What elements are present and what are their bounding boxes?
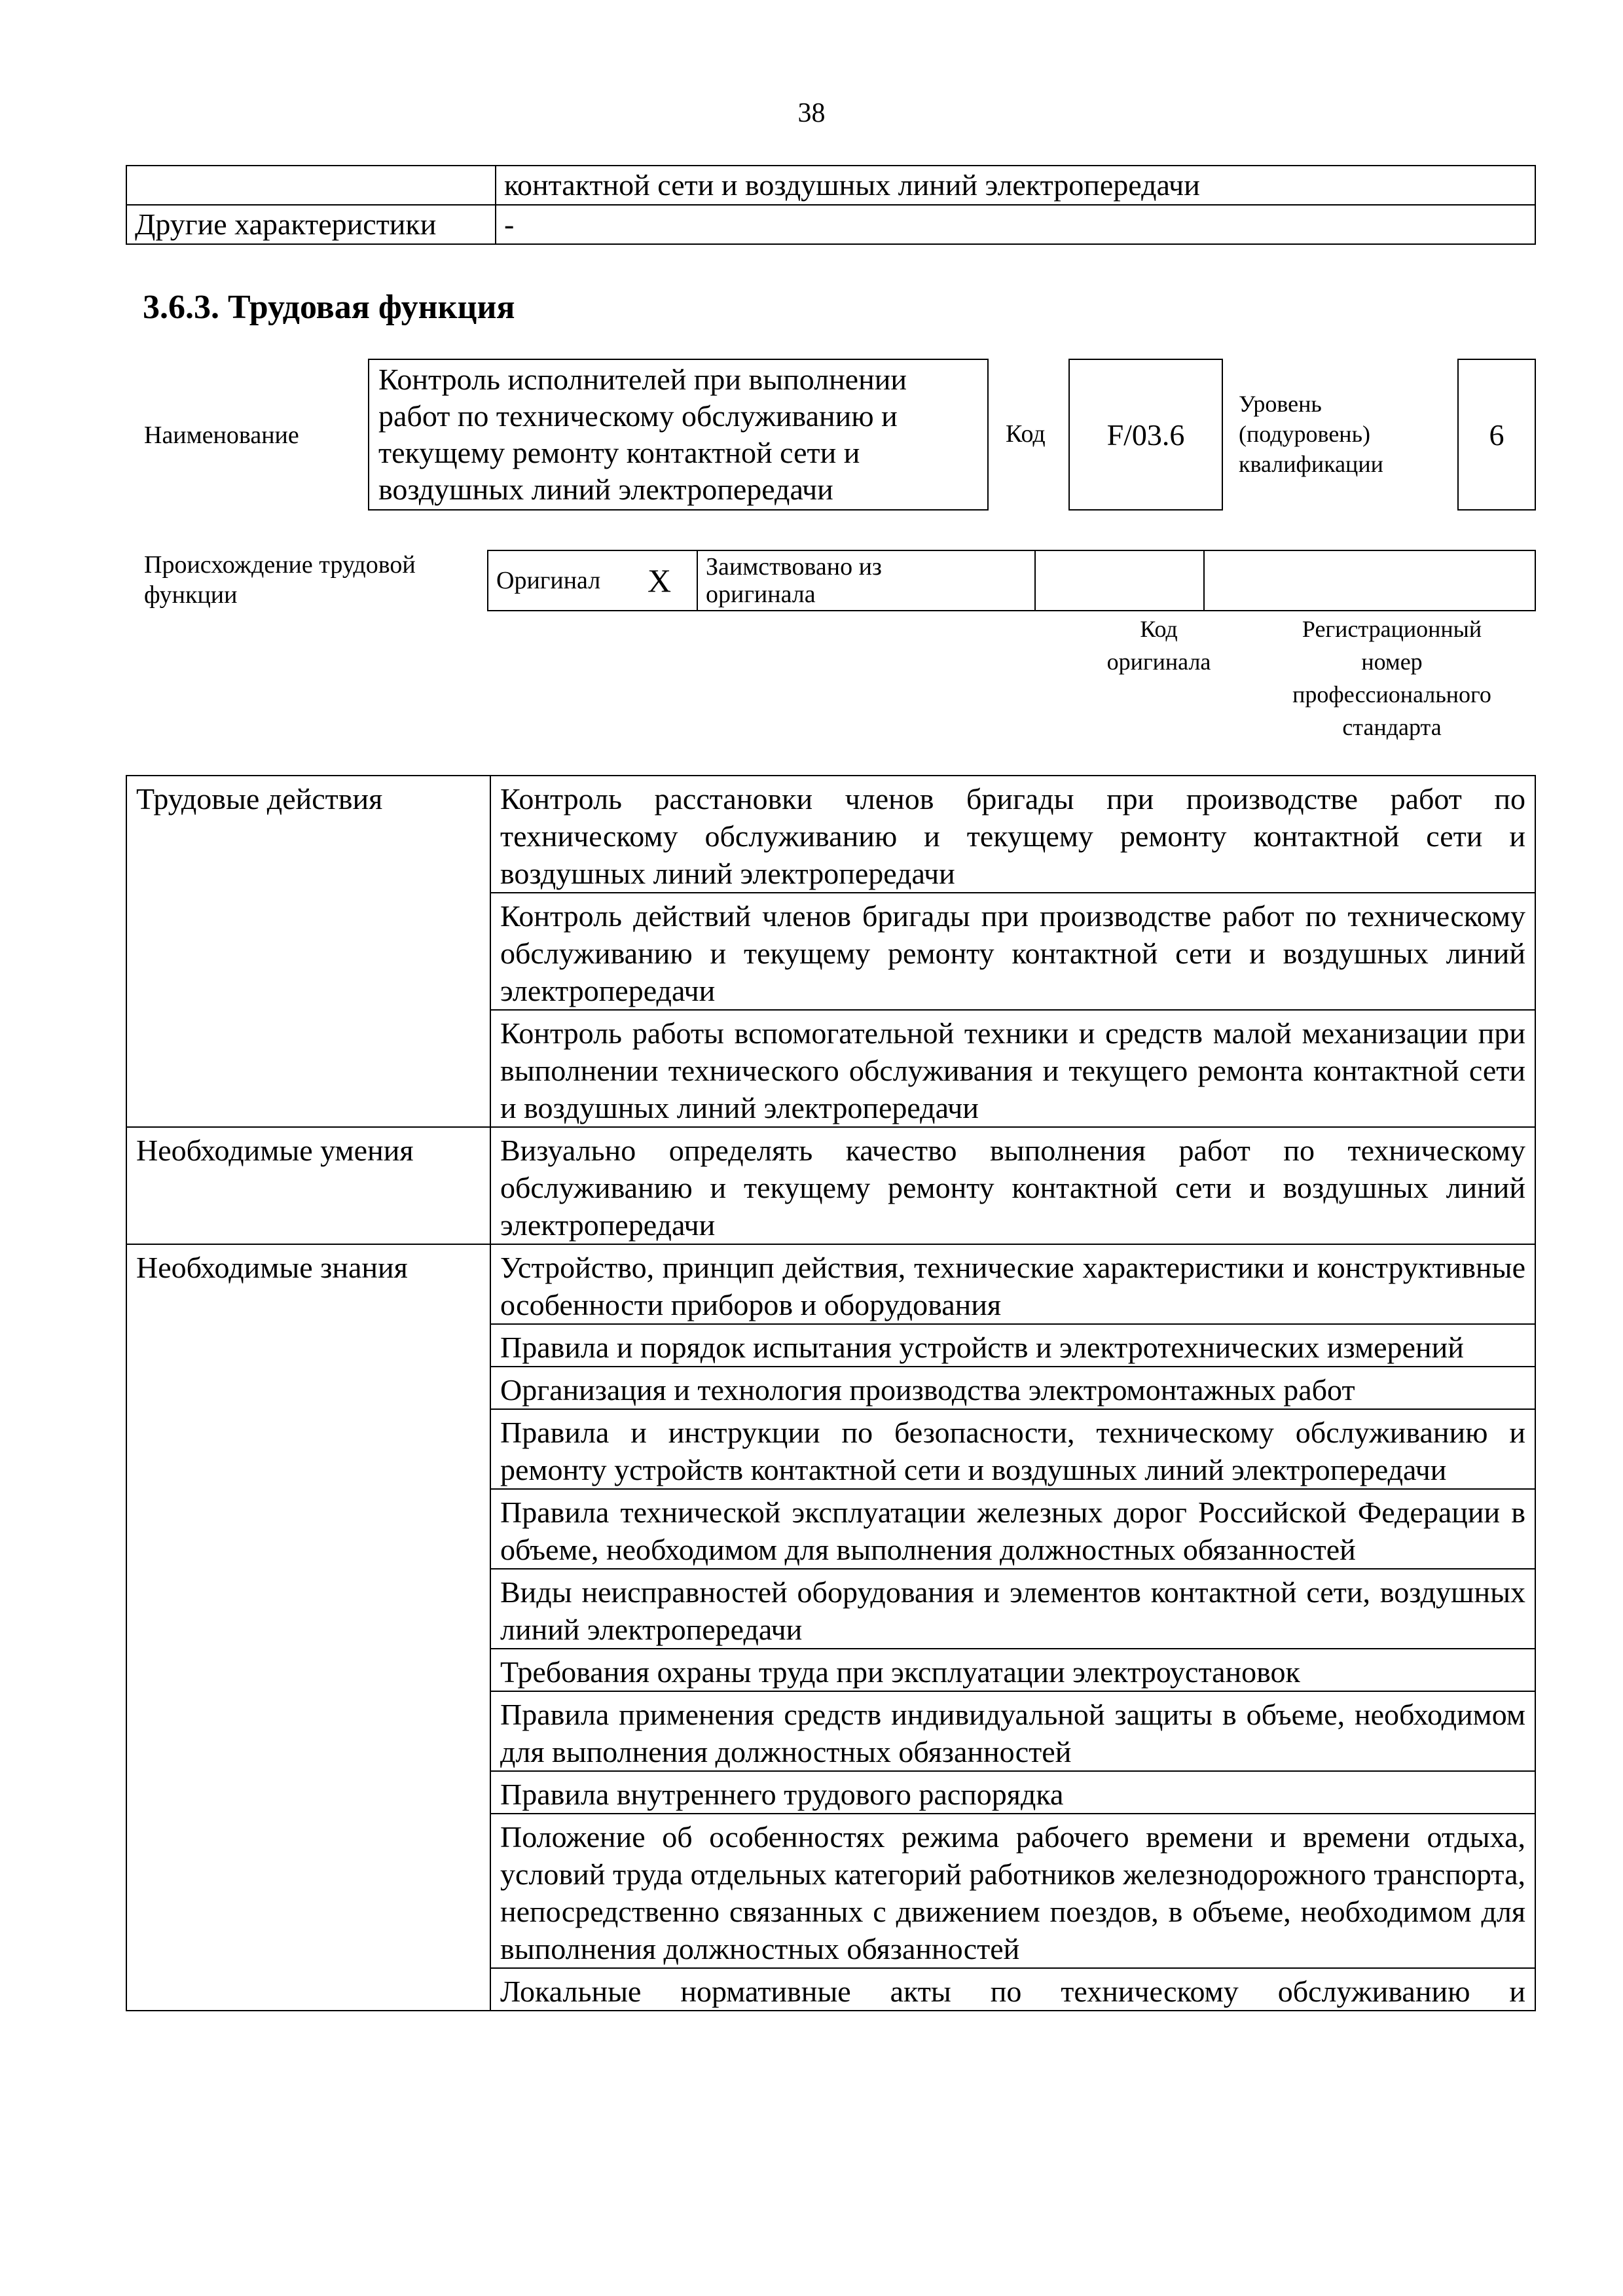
labor-function-table	[126, 775, 1536, 2011]
labor-action-item: Контроль расстановки членов бригады при производстве работ по техническому обслуживанию и текущему ремонту контактной сети и воздушных линий электропередачи	[490, 776, 1535, 893]
level-label-line: Уровень	[1239, 391, 1322, 417]
required-knowledge-item: Локальные нормативные акты по техническому обслуживанию и	[490, 1968, 1535, 2011]
required-knowledge-label: Необходимые знания	[126, 1244, 490, 2011]
required-knowledge-item: Виды неисправностей оборудования и элементов контактной сети, воздушных линий электропередачи	[490, 1569, 1535, 1649]
caption-line: профессионального	[1292, 681, 1491, 708]
required-knowledge-item: Устройство, принцип действия, технические характеристики и конструктивные особенности приборов и оборудования	[490, 1244, 1535, 1324]
registration-number-cell	[1204, 550, 1535, 611]
required-knowledge-item: Правила и порядок испытания устройств и электротехнических измерений	[490, 1324, 1535, 1367]
other-characteristics-table	[126, 165, 1536, 245]
table-cell-empty	[126, 166, 496, 205]
borrowed-label-line: оригинала	[706, 581, 816, 608]
table-row	[126, 1244, 1535, 1324]
required-skills-label: Необходимые умения	[126, 1127, 490, 1244]
caption-line: стандарта	[1342, 714, 1442, 740]
labor-action-item: Контроль действий членов бригады при производстве работ по техническому обслуживанию и текущему ремонту контактной сети и воздушных линий электропередачи	[490, 893, 1535, 1010]
borrowed-label	[697, 550, 1035, 611]
function-code-value	[1068, 359, 1223, 511]
original-label: Оригинал	[488, 550, 622, 611]
origin-table	[487, 550, 1536, 611]
level-label-line: (подуровень)	[1239, 421, 1370, 447]
name-label: Наименование	[144, 422, 299, 449]
caption-line: номер	[1361, 649, 1423, 675]
labor-action-item: Контроль работы вспомогательной техники и средств малой механизации при выполнении технического обслуживания и текущего ремонта контактной сети и воздушных линий электропередачи	[490, 1010, 1535, 1127]
other-characteristics-value: -	[496, 205, 1535, 244]
required-knowledge-item: Правила применения средств индивидуальной защиты в объеме, необходимом для выполнения должностных обязанностей	[490, 1691, 1535, 1771]
other-characteristics-label: Другие характеристики	[126, 205, 496, 244]
required-knowledge-item: Правила и инструкции по безопасности, техническому обслуживанию и ремонту устройств контактной сети и воздушных линий электропередачи	[490, 1409, 1535, 1489]
required-knowledge-item: Организация и технология производства электромонтажных работ	[490, 1367, 1535, 1409]
caption-line: Код	[1140, 616, 1178, 642]
required-skill-item: Визуально определять качество выполнения работ по техническому обслуживанию и текущему ремонту контактной сети и воздушных линий электропередачи	[490, 1127, 1535, 1244]
borrowed-label-line: Заимствовано из	[706, 553, 882, 581]
table-row	[126, 1127, 1535, 1244]
qualification-level-value	[1457, 359, 1536, 511]
required-knowledge-item: Правила технической эксплуатации железных дорог Российской Федерации в объеме, необходимом для выполнения должностных обязанностей	[490, 1489, 1535, 1569]
qualification-level-text: 6	[1489, 418, 1504, 452]
function-code-text: F/03.6	[1106, 418, 1185, 452]
caption-line: оригинала	[1106, 649, 1211, 675]
function-name-value: Контроль исполнителей при выполнении работ по техническому обслуживанию и текущему ремонту контактной сети и воздушных линий электропередачи	[368, 359, 989, 511]
table-row	[126, 205, 1535, 244]
level-label-line: квалификации	[1239, 451, 1383, 477]
table-row	[126, 166, 1535, 205]
caption-line: Регистрационный	[1302, 616, 1482, 642]
original-code-caption	[1074, 613, 1244, 678]
section-heading: 3.6.3. Трудовая функция	[143, 289, 515, 326]
qualification-level-label	[1239, 389, 1474, 479]
page-number: 38	[797, 98, 826, 128]
original-mark: X	[622, 550, 697, 611]
code-label: Код	[1006, 420, 1046, 448]
origin-label: Происхождение трудовой функции	[144, 551, 416, 609]
required-knowledge-item: Требования охраны труда при эксплуатации электроустановок	[490, 1649, 1535, 1691]
required-knowledge-item: Положение об особенностях режима рабочего времени и времени отдыха, условий труда отдельных категорий работников железнодорожного транспорта, непосредственно связанных с движением поездов, в объеме, необходимом для выполнения должностных обязанностей	[490, 1814, 1535, 1968]
labor-actions-label: Трудовые действия	[126, 776, 490, 1127]
table-cell: контактной сети и воздушных линий электропередачи	[496, 166, 1535, 205]
required-knowledge-item: Правила внутреннего трудового распорядка	[490, 1771, 1535, 1814]
registration-number-caption	[1248, 613, 1536, 744]
table-row	[126, 776, 1535, 893]
table-row	[488, 550, 1535, 611]
original-code-cell	[1035, 550, 1204, 611]
